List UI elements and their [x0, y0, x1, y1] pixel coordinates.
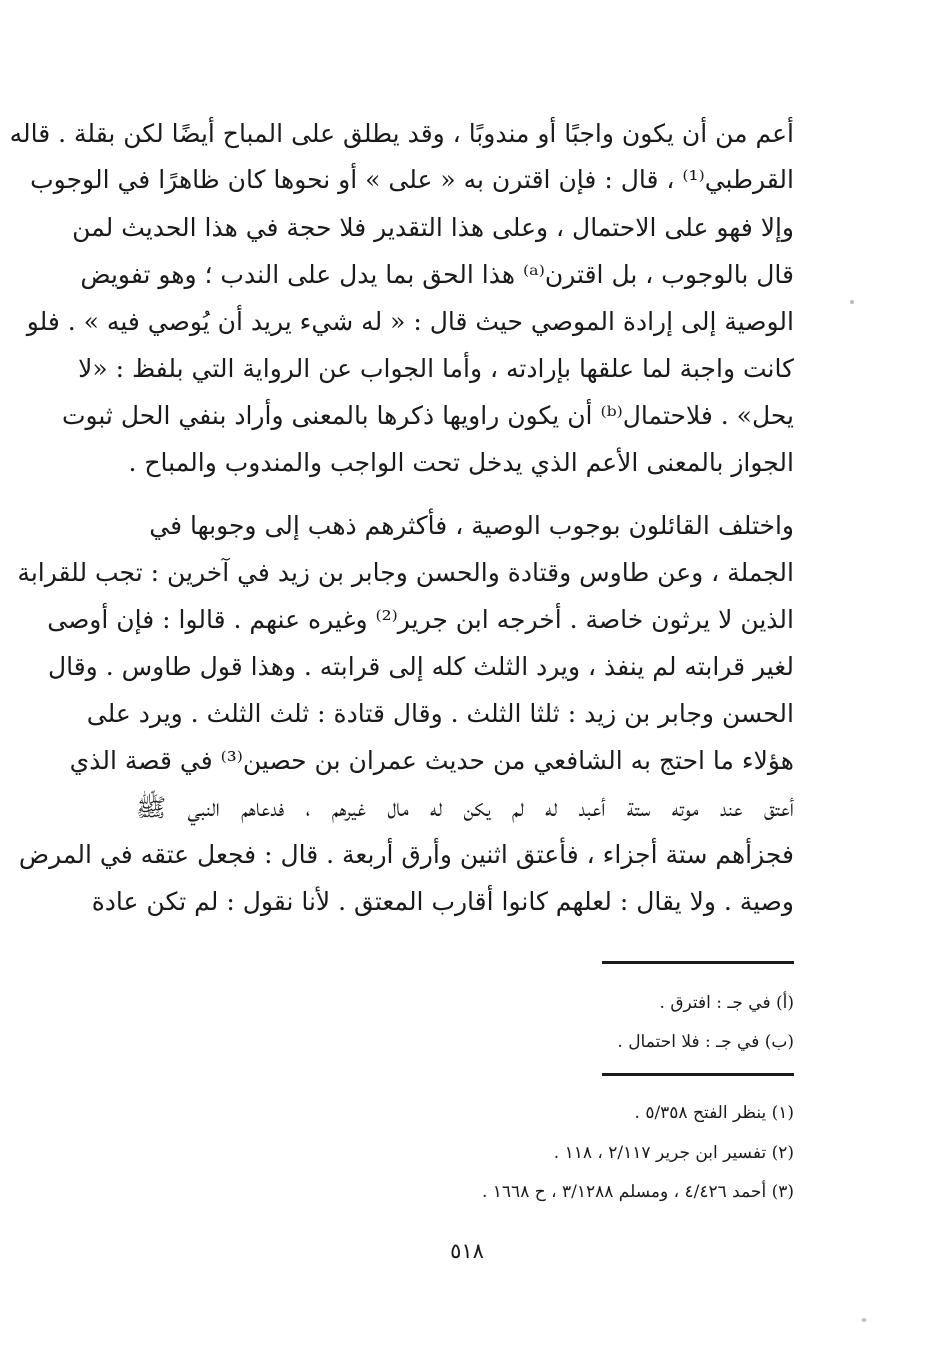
footnote: (١) ينظر الفتح ٥/٣٥٨ .: [634, 1103, 794, 1123]
scan-speck: [862, 1318, 866, 1322]
body-line: واختلف القائلون بوجوب الوصية ، فأكثرهم ذهب إلى وجوبها في: [149, 511, 794, 540]
footnotes-rule: [602, 1073, 794, 1076]
body-line: يحل» . فلاحتمال⁽ᵇ⁾ أن يكون راويها ذكرها بالمعنى وأراد بنفي الحل ثبوت: [61, 401, 794, 430]
body-line: لغير قرابته لم ينفذ ، ويرد الثلث كله إلى قرابته . وهذا قول طاوس . وقال: [47, 652, 794, 681]
variant-note: (ب) في جـ : فلا احتمال .: [617, 1032, 794, 1052]
scan-speck: [850, 300, 854, 304]
footnote: (٣) أحمد ٤/٤٢٦ ، ومسلم ٣/١٢٨٨ ، ح ١٦٦٨ .: [481, 1182, 794, 1202]
body-line: فجزأهم ستة أجزاء ، فأعتق اثنين وأرق أربعة . قال : فجعل عتقه في المرض: [18, 840, 794, 869]
body-line: وصية . ولا يقال : لعلهم كانوا أقارب المعتق . لأنا نقول : لم تكن عادة: [91, 887, 794, 916]
body-line: هؤلاء ما احتج به الشافعي من حديث عمران بن حصين⁽³⁾ في قصة الذي: [69, 746, 794, 775]
body-line: وإلا فهو على الاحتمال ، وعلى هذا التقدير فلا حجة في هذا الحديث لمن: [72, 213, 794, 242]
body-line: قال بالوجوب ، بل اقترن⁽ᵃ⁾ هذا الحق بما يدل على الندب ؛ وهو تفويض: [80, 260, 794, 289]
body-line: الذين لا يرثون خاصة . أخرجه ابن جرير⁽²⁾ وغيره عنهم . قالوا : فإن أوصى: [47, 605, 794, 634]
body-line: الوصية إلى إرادة الموصي حيث قال : « له شيء يريد أن يُوصي فيه » . فلو: [26, 307, 794, 336]
body-line: القرطبي⁽¹⁾ ، قال : فإن اقترن به « على » أو نحوها كان ظاهرًا في الوجوب: [30, 165, 794, 194]
body-line: أعم من أن يكون واجبًا أو مندوبًا ، وقد يطلق على المباح أيضًا لكن بقلة . قاله: [9, 119, 794, 148]
variant-notes-rule: [602, 961, 794, 964]
body-line: أعتق عند موته ستة أعبد له لم يكن له مال غيرهم ، فدعاهم النبي ﷺ: [136, 793, 794, 822]
body-line: الحسن وجابر بن زيد : ثلثا الثلث . وقال قتادة : ثلث الثلث . ويرد على: [86, 699, 794, 728]
body-line: كانت واجبة لما علقها بإرادته ، وأما الجواب عن الرواية التي بلفظ : «لا: [78, 354, 794, 383]
page-number: ٥١٨: [450, 1239, 484, 1263]
variant-note: (أ) في جـ : افترق .: [659, 993, 794, 1013]
body-line: الجواز بالمعنى الأعم الذي يدخل تحت الواجب والمندوب والمباح .: [128, 448, 794, 477]
footnote: (٢) تفسير ابن جرير ٢/١١٧ ، ١١٨ .: [553, 1143, 794, 1163]
body-line: الجملة ، وعن طاوس وقتادة والحسن وجابر بن زيد في آخرين : تجب للقرابة: [17, 558, 794, 587]
